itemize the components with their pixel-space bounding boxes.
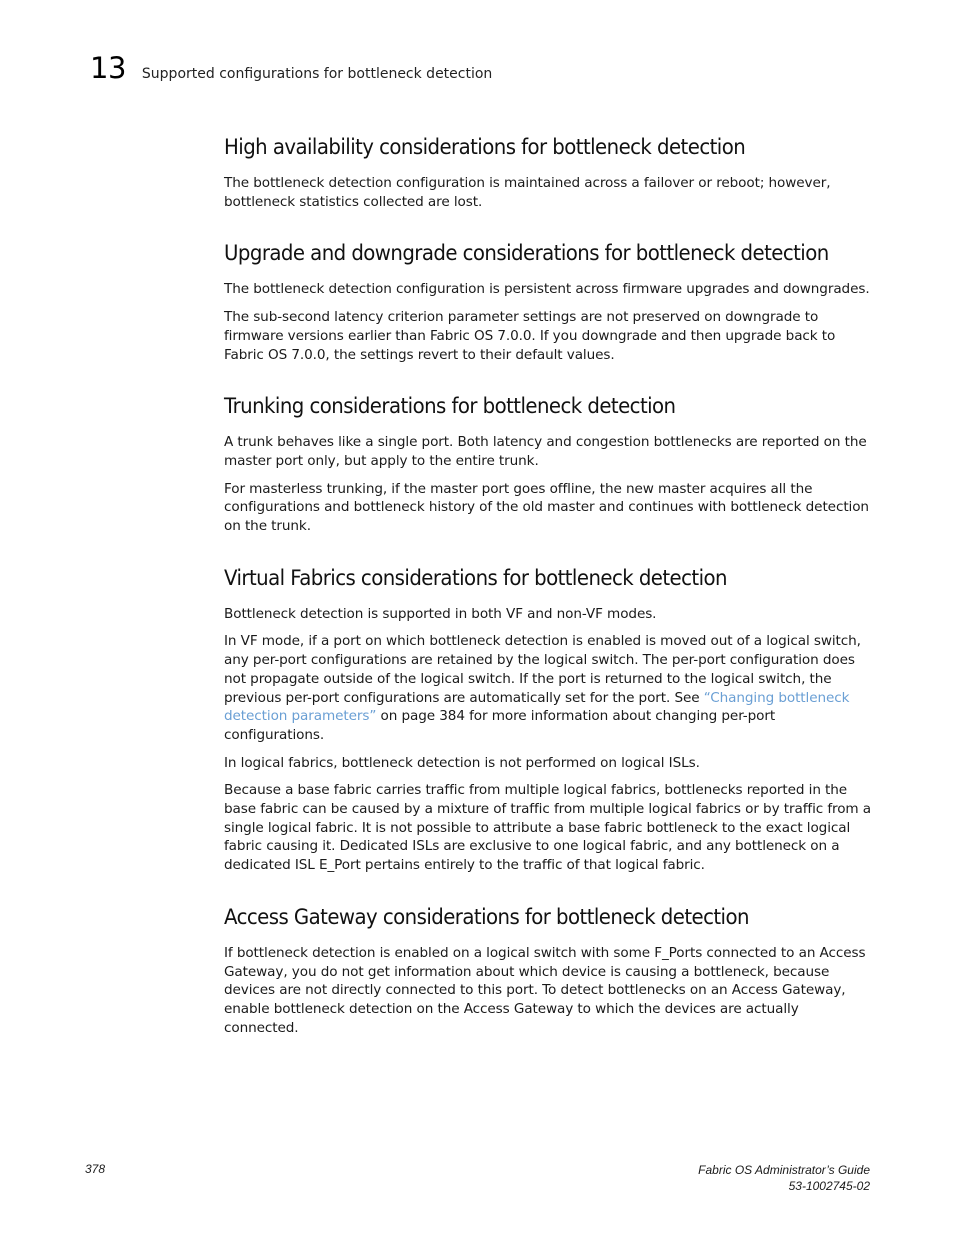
section-high-availability	[224, 133, 874, 211]
section-heading: Trunking considerations for bottleneck detection	[224, 394, 676, 419]
page-number: 378	[85, 1162, 106, 1176]
chapter-number: 13	[90, 51, 126, 85]
text-span: on page 384 for more information about changing per-port configurations.	[224, 708, 776, 743]
paragraph: The sub-second latency criterion parameter settings are not preserved on downgrade to firmware versions earlier than Fabric OS 7.0.0. If you downgrade and then upgrade back to Fabric OS 7.0.0, the settings revert to their default values.	[224, 309, 836, 363]
paragraph: Bottleneck detection is supported in both VF and non-VF modes.	[224, 605, 657, 622]
paragraph: Because a base fabric carries traffic from multiple logical fabrics, bottlenecks reported in the base fabric can be caused by a mixture of traffic from multiple logical fabrics or by traffic from a single logical fabric. It is not possible to attribute a base fabric bottleneck to the exact logical fabric causing it. Dedicated ISLs are exclusive to one logical fabric, and any bottleneck on a dedicated ISL E_Port pertains entirely to the traffic of that logical fabric.	[224, 782, 872, 874]
section-trunking	[224, 392, 874, 536]
section-access-gateway	[224, 903, 874, 1038]
paragraph: A trunk behaves like a single port. Both latency and congestion bottlenecks are reported on the master port only, but apply to the entire trunk.	[224, 434, 867, 469]
cross-reference-link[interactable]: “Changing bottleneck detection parameters”	[224, 689, 850, 725]
section-heading: Virtual Fabrics considerations for bottleneck detection	[224, 565, 727, 590]
section-heading: Upgrade and downgrade considerations for bottleneck detection	[224, 241, 829, 266]
guide-title: Fabric OS Administrator’s Guide	[698, 1163, 870, 1177]
footer-doc-info	[698, 1162, 870, 1194]
paragraph: In logical fabrics, bottleneck detection is not performed on logical ISLs.	[224, 754, 700, 771]
paragraph: The bottleneck detection configuration is persistent across firmware upgrades and downgrades.	[224, 281, 870, 298]
paragraph: For masterless trunking, if the master port goes offline, the new master acquires all the configurations and bottleneck history of the old master and continues with bottleneck detection on the trunk.	[224, 480, 869, 535]
doc-number: 53-1002745-02	[788, 1179, 870, 1193]
section-heading: Access Gateway considerations for bottleneck detection	[224, 904, 749, 929]
section-heading: High availability considerations for bottleneck detection	[224, 135, 746, 159]
page-header	[90, 51, 493, 85]
paragraph-vf-mode	[224, 632, 874, 744]
text-span: In VF mode, if a port on which bottleneck detection is enabled is moved out of a logical switch, any per-port configurations are retained by the logical switch. The per-port configuration does not propagate outside of the logical switch. If the port is returned to the logical switch, the previous per-port configurations are automatically set for the port. See	[224, 633, 861, 706]
section-virtual-fabrics	[224, 564, 874, 875]
paragraph: If bottleneck detection is enabled on a logical switch with some F_Ports connected to an Access Gateway, you do not get information about which device is causing a bottleneck, because devices are not directly connected to this port. To detect bottlenecks on an Access Gateway, enable bottleneck detection on the Access Gateway to which the devices are actually connected.	[224, 944, 866, 1036]
main-content	[224, 133, 874, 1065]
paragraph: The bottleneck detection configuration is maintained across a failover or reboot; however, bottleneck statistics collected are lost.	[224, 175, 831, 210]
chapter-title: Supported configurations for bottleneck detection	[141, 66, 493, 82]
section-upgrade-downgrade	[224, 239, 874, 364]
